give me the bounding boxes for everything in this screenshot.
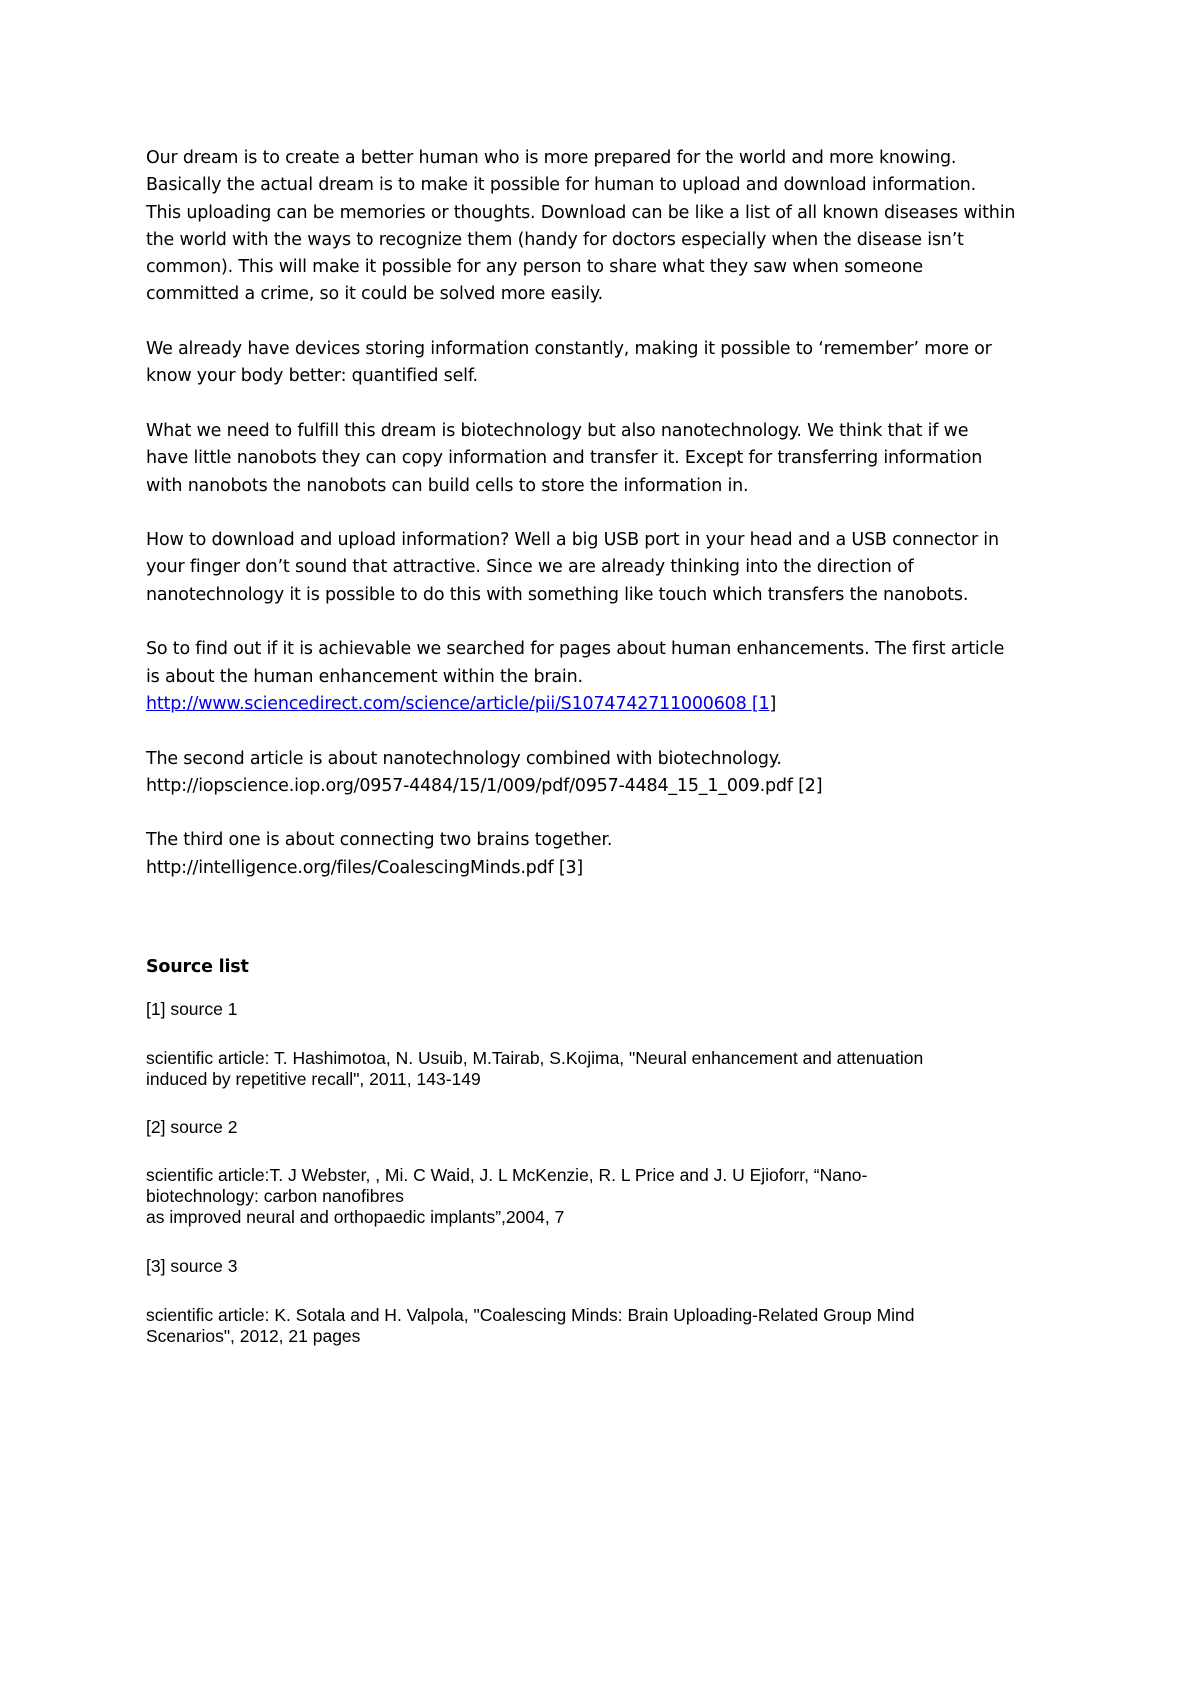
paragraph-gap [146,800,1076,827]
first-article-line [146,691,1076,718]
second-article-ref: [2] [792,775,823,796]
citation-line: as improved neural and orthopaedic implants”,2004, 7 [146,1207,565,1227]
first-article-ref-close: ] [769,693,777,714]
source-citation-3 [146,1305,1076,1347]
citation-line: scientific article: K. Sotala and H. Valpola, "Coalescing Minds: Brain Uploading-Related Group Mind [146,1305,915,1325]
source-citation-2 [146,1165,1076,1228]
paragraph-gap [146,609,1076,636]
paragraph-gap [146,500,1076,527]
source-label-3: [3] source 3 [146,1256,238,1276]
text-line: committed a crime, so it could be solved more easily. [146,284,603,305]
citation-line: scientific article:T. J Webster, , Mi. C Waid, J. L McKenzie, R. L Price and J. U Ejioforr, “Nano- [146,1165,868,1185]
paragraph-third-article [146,827,1076,882]
text-line: So to find out if it is achievable we searched for pages about human enhancements. The first article [146,639,1005,660]
second-article-url: http://iopscience.iop.org/0957-4484/15/1/009/pdf/0957-4484_15_1_009.pdf [146,775,793,796]
citation-line: induced by repetitive recall", 2011, 143-149 [146,1069,481,1089]
text-line: your finger don’t sound that attractive. Since we are already thinking into the direction of [146,557,914,578]
paragraph-devices [146,336,1076,391]
third-article-intro: The third one is about connecting two brains together. [146,830,613,851]
source-label-1: [1] source 1 [146,999,238,1019]
first-article-ref-number[interactable]: 1 [758,693,770,714]
paragraph-gap [146,391,1076,418]
text-line: common). This will make it possible for any person to share what they saw when someone [146,257,923,278]
text-line: know your body better: quantified self. [146,366,478,387]
second-article-intro: The second article is about nanotechnology combined with biotechnology. [146,748,782,769]
text-line: Our dream is to create a better human who is more prepared for the world and more knowing. [146,148,957,168]
citation-line: Scenarios", 2012, 21 pages [146,1326,361,1346]
paragraph-gap [146,309,1076,336]
citation-line: biotechnology: carbon nanofibres [146,1186,404,1206]
paragraph-dream [146,145,1076,309]
text-line: How to download and upload information? Well a big USB port in your head and a USB connector in [146,530,999,551]
text-line: with nanobots the nanobots can build cells to store the information in. [146,475,749,496]
text-line: Basically the actual dream is to make it possible for human to upload and download information. [146,175,976,196]
first-article-link[interactable]: http://www.sciencedirect.com/science/article/pii/S1074742711000608 [146,693,747,714]
text-line: nanotechnology it is possible to do this with something like touch which transfers the nanobots. [146,584,969,605]
paragraph-second-article [146,746,1076,801]
text-line: This uploading can be memories or thoughts. Download can be like a list of all known diseases within [146,202,1016,223]
document-body [146,145,1076,882]
text-line: have little nanobots they can copy information and transfer it. Except for transferring information [146,448,983,469]
citation-line: scientific article: T. Hashimotoa, N. Usuib, M.Tairab, S.Kojima, "Neural enhancement and attenuation [146,1048,924,1068]
source-citation-1 [146,1048,1076,1090]
source-list-heading: Source list [146,957,249,977]
second-article-line [146,773,1076,800]
third-article-url: http://intelligence.org/files/CoalescingMinds.pdf [146,857,554,878]
source-label-2: [2] source 2 [146,1117,238,1137]
first-article-ref-open[interactable]: [ [746,693,759,714]
third-article-ref: [3] [553,857,584,878]
paragraph-articles [146,636,1076,718]
paragraph-upload [146,527,1076,609]
text-line: What we need to fulfill this dream is biotechnology but also nanotechnology. We think that if we [146,420,969,441]
source-list [146,954,1076,1347]
text-line: is about the human enhancement within the brain. [146,666,583,687]
third-article-line [146,855,1076,882]
paragraph-technology [146,418,1076,500]
text-line: We already have devices storing information constantly, making it possible to ‘remember’ more or [146,339,992,360]
text-line: the world with the ways to recognize them (handy for doctors especially when the disease isn’t [146,229,964,250]
paragraph-gap [146,718,1076,745]
